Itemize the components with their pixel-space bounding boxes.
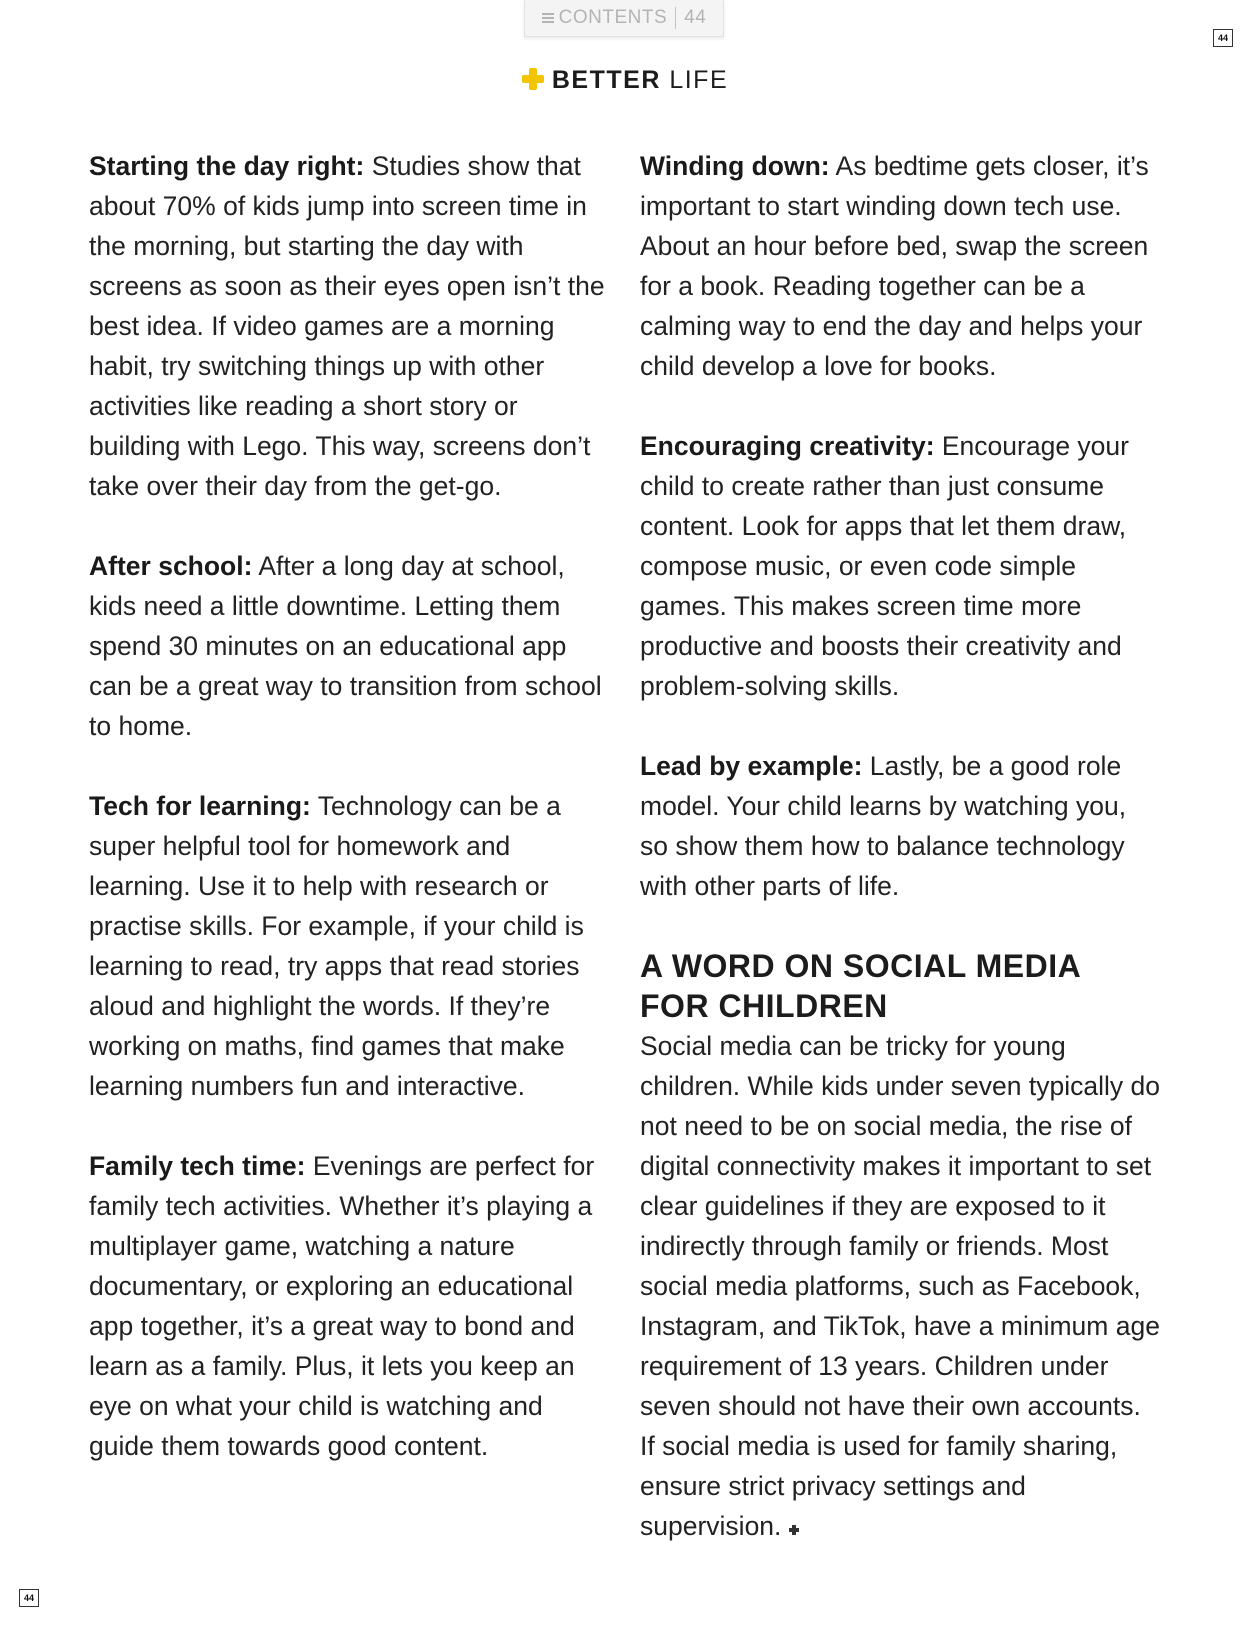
paragraph-text: Technology can be a super helpful tool for homework and learning. Use it to help with research or practise skills. For example, if your child is learning to read, try apps that read stories aloud and highlight the words. If they’re working on maths, find games that make learning numbers fun and interactive. bbox=[89, 791, 584, 1101]
right-column bbox=[640, 146, 1160, 1586]
paragraph-heading: Starting the day right: bbox=[89, 151, 365, 181]
paragraph-lead-example bbox=[640, 746, 1160, 906]
paragraph-text: After a long day at school, kids need a little downtime. Letting them spend 30 minutes on an educational app can be a great way to transition from school to home. bbox=[89, 551, 602, 741]
paragraph-creativity bbox=[640, 426, 1160, 706]
paragraph-family-tech bbox=[89, 1146, 609, 1466]
left-column bbox=[89, 146, 609, 1506]
paragraph-tech-learning bbox=[89, 786, 609, 1106]
section-header bbox=[0, 66, 1250, 95]
page-number-badge-top[interactable]: 44 bbox=[1213, 29, 1233, 47]
end-of-article-icon bbox=[789, 1525, 799, 1535]
social-media-heading bbox=[640, 946, 1160, 1026]
paragraph-social-media bbox=[640, 1026, 1160, 1546]
paragraph-text: Social media can be tricky for young children. While kids under seven typically do not need to be on social media, the rise of digital connectivity makes it important to set clear guidelines if they are exposed to it indirectly through family or friends. Most social media platforms, such as Facebook, Instagram, and TikTok, have a minimum age requirement of 13 years. Children under seven should not have their own accounts. If social media is used for family sharing, ensure strict privacy settings and supervision. bbox=[640, 1031, 1160, 1541]
plus-icon bbox=[522, 68, 544, 90]
contents-label: CONTENTS bbox=[558, 7, 668, 28]
heading-line-2: FOR CHILDREN bbox=[640, 988, 888, 1024]
paragraph-starting-day bbox=[89, 146, 609, 506]
paragraph-winding-down bbox=[640, 146, 1160, 386]
paragraph-heading: Tech for learning: bbox=[89, 791, 311, 821]
section-title-bold: BETTER bbox=[551, 66, 661, 94]
contents-page-number: 44 bbox=[684, 7, 707, 28]
paragraph-after-school bbox=[89, 546, 609, 746]
paragraph-text: Lastly, be a good role model. Your child learns by watching you, so show them how to balance technology with other parts of life. bbox=[640, 751, 1127, 901]
paragraph-heading: After school: bbox=[89, 551, 253, 581]
paragraph-text: Encourage your child to create rather than just consume content. Look for apps that let them draw, compose music, or even code simple games. This makes screen time more productive and boosts their creativity and problem-solving skills. bbox=[640, 431, 1129, 701]
contents-button[interactable] bbox=[524, 0, 724, 37]
paragraph-text: Studies show that about 70% of kids jump into screen time in the morning, but starting the day with screens as soon as their eyes open isn’t the best idea. If video games are a morning habit, try switching things up with other activities like reading a short story or building with Lego. This way, screens don’t take over their day from the get-go. bbox=[89, 151, 605, 501]
paragraph-text: Evenings are perfect for family tech activities. Whether it’s playing a multiplayer game, watching a nature documentary, or exploring an educational app together, it’s a great way to bond and learn as a family. Plus, it lets you keep an eye on what your child is watching and guide them towards good content. bbox=[89, 1151, 595, 1461]
divider bbox=[675, 7, 676, 29]
paragraph-text: As bedtime gets closer, it’s important to start winding down tech use. About an hour before bed, swap the screen for a book. Reading together can be a calming way to end the day and helps your child develop a love for books. bbox=[640, 151, 1149, 381]
page-number-badge-bottom[interactable]: 44 bbox=[19, 1589, 39, 1607]
heading-line-1: A WORD ON SOCIAL MEDIA bbox=[640, 948, 1082, 984]
section-title-light: LIFE bbox=[669, 66, 729, 94]
paragraph-heading: Lead by example: bbox=[640, 751, 863, 781]
paragraph-heading: Winding down: bbox=[640, 151, 830, 181]
paragraph-heading: Encouraging creativity: bbox=[640, 431, 935, 461]
menu-icon bbox=[542, 11, 554, 25]
paragraph-heading: Family tech time: bbox=[89, 1151, 306, 1181]
